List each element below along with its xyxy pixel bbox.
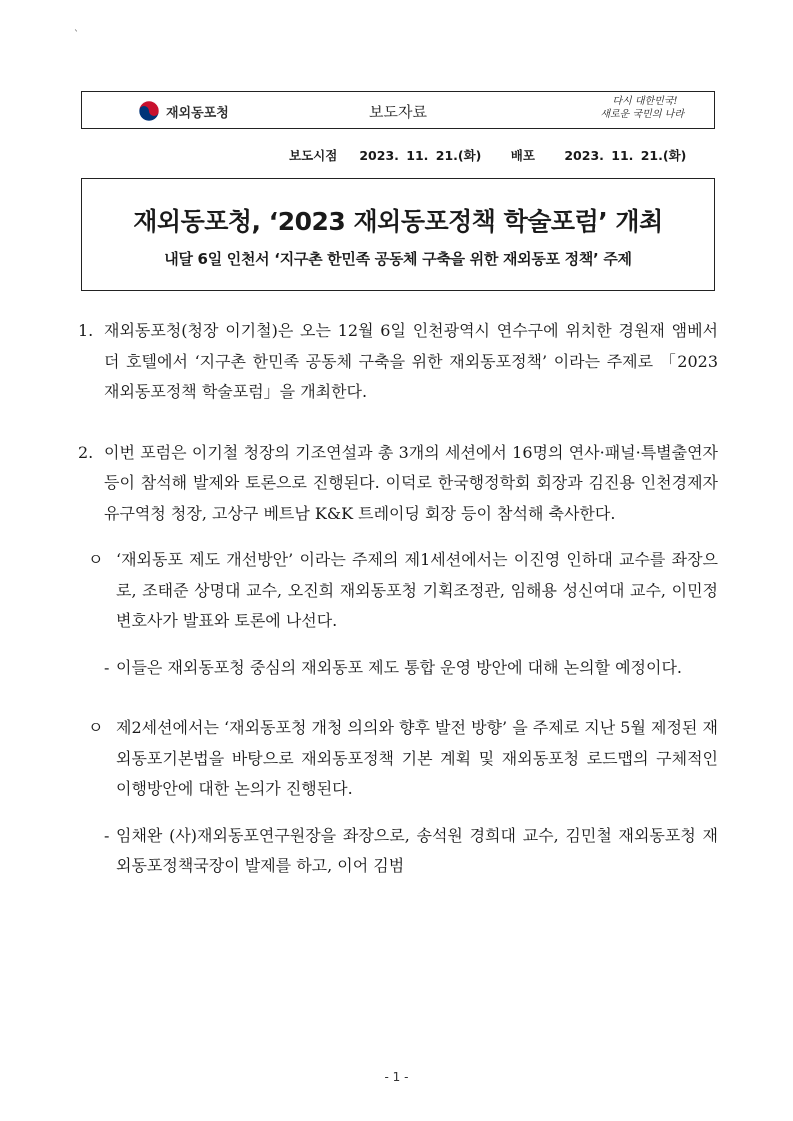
paragraph-number: 1. [78, 321, 94, 340]
slogan-line-1: 다시 대한민국! [612, 96, 678, 107]
doc-type-label: 보도자료 [369, 103, 427, 121]
headline: 재외동포청, ‘2023 재외동포정책 학술포럼’ 개최 [133, 207, 663, 236]
page-number: - 1 - [384, 1070, 409, 1084]
article-body [78, 316, 718, 882]
bullet-session-2 [78, 713, 718, 805]
bullet-mark: ㅇ [88, 718, 104, 737]
bullet-mark: ㅇ [88, 550, 104, 569]
dash-text: 이들은 재외동포청 중심의 재외동포 제도 통합 운영 방안에 대해 논의할 예정이다. [116, 657, 682, 677]
dash-text: 임채완 (사)재외동포연구원장을 좌장으로, 송석원 경희대 교수, 김민철 재외동포청 재외동포정책국장이 발제를 하고, 이어 김범 [116, 825, 718, 875]
org-name: 재외동포청 [166, 105, 229, 121]
bullet-session-1 [78, 545, 718, 637]
slogan-signature [600, 95, 684, 121]
dash-mark: - [104, 657, 110, 677]
dash-item-1 [78, 653, 718, 684]
paragraph-text: 이번 포럼은 이기철 청장의 기조연설과 총 3개의 세션에서 16명의 연사·패널·특별출연자 등이 참석해 발제와 토론으로 진행된다. 이덕로 한국행정학회 회장과 김진용 인천경제자유구역청 청장, 고상구 베트남 K&K 트레이딩 회장 등이 참석해 축사한다. [104, 442, 718, 523]
press-header [81, 91, 715, 129]
bullet-text: 제2세션에서는 ‘재외동포청 개청 의의와 향후 발전 방향’ 을 주제로 지난 5월 제정된 재외동포기본법을 바탕으로 재외동포정책 기본 계획 및 재외동포청 로드맵의 구체적인 이행방안에 대한 논의가 진행된다. [116, 718, 718, 798]
paragraph-number: 2. [78, 442, 94, 462]
slogan-line-2: 새로운 국민의 나라 [600, 109, 684, 120]
dash-item-2 [78, 821, 718, 882]
paragraph-text: 재외동포청(청장 이기철)은 오는 12월 6일 인천광역시 연수구에 위치한 경원재 앰베서더 호텔에서 ‘지구촌 한민족 공동체 구축을 위한 재외동포정책’ 이라는 주제로 「2023 재외동포정책 학술포럼」을 개최한다. [104, 321, 718, 401]
dash-mark: - [104, 825, 110, 845]
paragraph-2 [78, 438, 718, 530]
title-box [81, 178, 715, 291]
page-mark: ` [74, 30, 79, 41]
release-dates: 보도시점 2023. 11. 21.(화) 배포 2023. 11. 21.(화) [289, 148, 687, 163]
bullet-text: ‘재외동포 제도 개선방안’ 이라는 주제의 제1세션에서는 이진영 인하대 교수를 좌장으로, 조태준 상명대 교수, 오진희 재외동포청 기획조정관, 임해용 성신여대 교수, 이민정 변호사가 발표와 토론에 나선다. [116, 550, 718, 630]
paragraph-1 [78, 316, 718, 408]
subheadline: 내달 6일 인천서 ‘지구촌 한민족 공동체 구축을 위한 재외동포 정책’ 주제 [164, 250, 632, 268]
